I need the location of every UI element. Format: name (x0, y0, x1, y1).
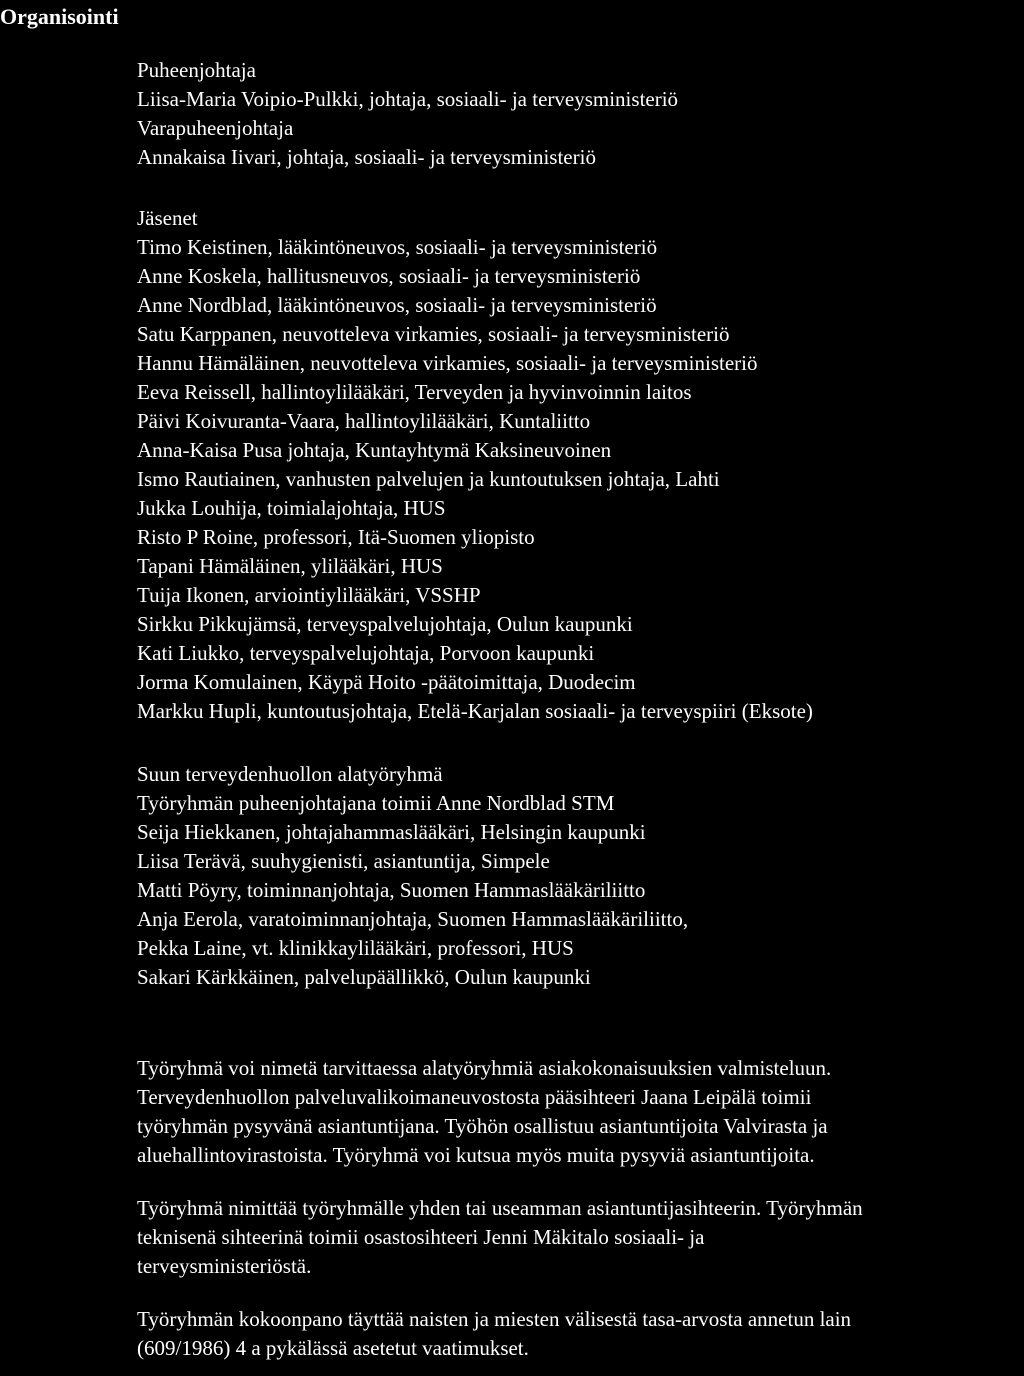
chair-name: Liisa-Maria Voipio-Pulkki, johtaja, sosiaali- ja terveysministeriö (137, 87, 679, 111)
paragraph-equality (137, 1305, 1022, 1363)
member-item: Hannu Hämäläinen, neuvotteleva virkamies, sosiaali- ja terveysministeriö (137, 351, 758, 375)
member-item: Tuija Ikonen, arviointiylilääkäri, VSSHP (137, 583, 481, 607)
member-item: Tapani Hämäläinen, ylilääkäri, HUS (137, 554, 443, 578)
paragraph-line: Työryhmä voi nimetä tarvittaessa alatyöryhmiä asiakokonaisuuksien valmisteluun. (137, 1056, 832, 1080)
paragraph-line: työryhmän pysyvänä asiantuntijana. Työhön osallistuu asiantuntijoita Valvirasta ja (137, 1114, 828, 1138)
subgroup-title: Suun terveydenhuollon alatyöryhmä (137, 762, 443, 786)
paragraph-subgroups (137, 1054, 1022, 1170)
vice-chair-name: Annakaisa Iivari, johtaja, sosiaali- ja terveysministeriö (137, 145, 596, 169)
paragraph-line: Työryhmä nimittää työryhmälle yhden tai useamman asiantuntijasihteerin. Työryhmän (137, 1196, 863, 1220)
paragraph-line: Terveydenhuollon palveluvalikoimaneuvostosta pääsihteeri Jaana Leipälä toimii (137, 1085, 812, 1109)
oral-health-subgroup-section (137, 760, 1022, 992)
member-item: Anne Nordblad, lääkintöneuvos, sosiaali- ja terveysministeriö (137, 293, 657, 317)
member-item: Päivi Koivuranta-Vaara, hallintoylilääkäri, Kuntaliitto (137, 409, 591, 433)
member-item: Ismo Rautiainen, vanhusten palvelujen ja kuntoutuksen johtaja, Lahti (137, 467, 720, 491)
member-item: Eeva Reissell, hallintoylilääkäri, Terveyden ja hyvinvoinnin laitos (137, 380, 692, 404)
subgroup-member: Sakari Kärkkäinen, palvelupäällikkö, Oulun kaupunki (137, 965, 591, 989)
leadership-section (137, 56, 1022, 172)
subgroup-chair: Työryhmän puheenjohtajana toimii Anne Nordblad STM (137, 791, 615, 815)
member-item: Anne Koskela, hallitusneuvos, sosiaali- ja terveysministeriö (137, 264, 641, 288)
member-item: Markku Hupli, kuntoutusjohtaja, Etelä-Karjalan sosiaali- ja terveyspiiri (Eksote) (137, 699, 813, 723)
paragraph-line: aluehallintovirastoista. Työryhmä voi kutsua myös muita pysyviä asiantuntijoita. (137, 1143, 815, 1167)
page-title: Organisointi (0, 4, 119, 29)
paragraph-line: Työryhmän kokoonpano täyttää naisten ja miesten välisestä tasa-arvosta annetun lain (137, 1307, 852, 1331)
vice-chair-label: Varapuheenjohtaja (137, 116, 294, 140)
notes-section (137, 1054, 1022, 1363)
paragraph-line: teknisenä sihteerinä toimii osastosihteeri Jenni Mäkitalo sosiaali- ja (137, 1225, 705, 1249)
subgroup-member: Anja Eerola, varatoiminnanjohtaja, Suomen Hammaslääkäriliitto, (137, 907, 689, 931)
subgroup-member: Matti Pöyry, toiminnanjohtaja, Suomen Hammaslääkäriliitto (137, 878, 646, 902)
members-label: Jäsenet (137, 206, 198, 230)
chair-label: Puheenjohtaja (137, 58, 256, 82)
members-section (137, 204, 1022, 726)
subgroup-member: Pekka Laine, vt. klinikkaylilääkäri, professori, HUS (137, 936, 574, 960)
paragraph-line: (609/1986) 4 a pykälässä asetetut vaatimukset. (137, 1336, 529, 1360)
member-item: Sirkku Pikkujämsä, terveyspalvelujohtaja, Oulun kaupunki (137, 612, 633, 636)
subgroup-member: Seija Hiekkanen, johtajahammaslääkäri, Helsingin kaupunki (137, 820, 646, 844)
paragraph-secretary (137, 1194, 1022, 1281)
subgroup-member: Liisa Terävä, suuhygienisti, asiantuntija, Simpele (137, 849, 550, 873)
paragraph-line: terveysministeriöstä. (137, 1254, 312, 1278)
member-item: Timo Keistinen, lääkintöneuvos, sosiaali- ja terveysministeriö (137, 235, 658, 259)
member-item: Anna-Kaisa Pusa johtaja, Kuntayhtymä Kaksineuvoinen (137, 438, 612, 462)
member-item: Jukka Louhija, toimialajohtaja, HUS (137, 496, 446, 520)
member-item: Risto P Roine, professori, Itä-Suomen yliopisto (137, 525, 535, 549)
member-item: Jorma Komulainen, Käypä Hoito -päätoimittaja, Duodecim (137, 670, 636, 694)
member-item: Satu Karppanen, neuvotteleva virkamies, sosiaali- ja terveysministeriö (137, 322, 730, 346)
member-item: Kati Liukko, terveyspalvelujohtaja, Porvoon kaupunki (137, 641, 595, 665)
